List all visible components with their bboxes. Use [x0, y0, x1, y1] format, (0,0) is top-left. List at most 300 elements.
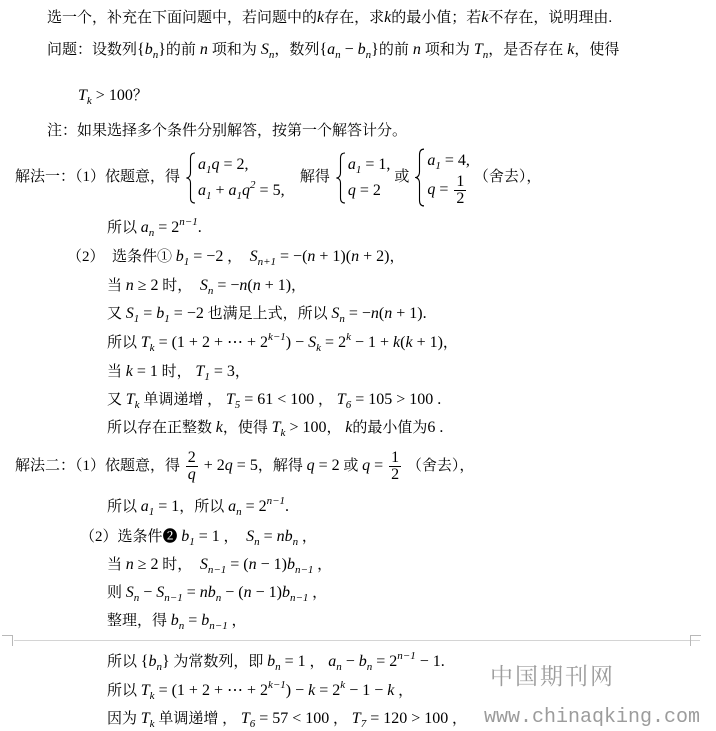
left-brace: [415, 148, 425, 207]
text-run: ，: [291, 278, 307, 294]
text-run: 当: [107, 364, 126, 380]
math-run: a: [328, 653, 337, 670]
math-run: = 2: [315, 682, 341, 699]
math-run: + 1): [260, 277, 292, 294]
subscript: 5: [234, 399, 241, 411]
math-run: − (: [221, 584, 244, 601]
subscript: 7: [360, 718, 367, 730]
text-run: ，: [313, 557, 333, 573]
subscript: n: [152, 49, 159, 61]
text-run: 的前: [378, 42, 409, 58]
system-row: [198, 178, 285, 204]
system-rows: [198, 152, 285, 204]
fraction-numerator: [454, 174, 466, 190]
math-run: ) −: [285, 682, 309, 699]
math-run: S: [256, 41, 269, 58]
math-run: = 105 > 100 .: [351, 391, 442, 408]
subscript: n: [339, 313, 345, 325]
math-run: S: [249, 248, 258, 265]
system-row: [198, 152, 285, 178]
fraction: [186, 450, 198, 483]
math-run: − 1): [251, 584, 282, 601]
text-run: 的最小值为: [352, 420, 428, 436]
math-run: S: [125, 305, 134, 322]
subscript: 1: [148, 506, 155, 518]
subscript: 6: [249, 718, 256, 730]
math-run: b: [267, 653, 276, 670]
math-run: = 5,: [255, 181, 285, 199]
subscript: n+1: [257, 256, 277, 268]
fraction-denominator: [389, 466, 401, 483]
math-run: nb: [199, 584, 216, 601]
superscript: n−1: [179, 216, 198, 228]
subscript: 1: [206, 163, 212, 176]
math-run: S: [125, 584, 134, 601]
math-run: =: [184, 612, 202, 629]
math-run: 2: [456, 190, 465, 208]
subscript: k: [149, 718, 155, 730]
math-run: n: [252, 277, 261, 294]
math-run: a: [198, 181, 207, 199]
subscript: n: [366, 661, 373, 673]
text-run: 解法二：（1）依题意，得: [15, 458, 184, 474]
math-run: a: [347, 155, 356, 173]
math-run: {: [137, 41, 145, 58]
text-run: 时，: [158, 557, 200, 573]
method2-step-line: [107, 679, 413, 703]
math-run: T: [140, 710, 150, 727]
subscript: n−1: [207, 564, 227, 576]
math-run: n: [370, 305, 379, 322]
fraction: [389, 450, 401, 483]
text-run: ，: [305, 654, 329, 670]
math-run: = (1 + 2 + ⋯ + 2: [154, 334, 268, 351]
math-run: 1: [391, 449, 400, 467]
text-run: （2） 选条件①: [67, 249, 176, 265]
math-run: 1: [456, 173, 465, 191]
text-run: （舍去），: [403, 458, 475, 474]
subscript: n: [482, 49, 489, 61]
text-run: 注：如果选择多个条件分别解答，按第一个解答计分。: [47, 123, 408, 139]
math-run: a: [427, 152, 436, 170]
problem-line: [47, 38, 619, 62]
math-run: T: [195, 363, 205, 380]
text-run: （2）选条件❷: [80, 529, 182, 545]
superscript: k−1: [267, 331, 286, 343]
math-run: q: [187, 466, 196, 484]
method1-step-line: [107, 360, 250, 384]
math-run: }: [158, 41, 166, 58]
text-run: ，: [234, 364, 250, 380]
text-run: ，: [394, 683, 414, 699]
math-run: + 1).: [392, 305, 427, 322]
subscript: k: [134, 399, 140, 411]
method1-part1-line: [15, 146, 541, 208]
math-run: S: [156, 584, 165, 601]
math-run: a: [327, 41, 336, 58]
subscript: n−1: [289, 592, 309, 604]
superscript: k: [346, 331, 351, 343]
math-run: (: [247, 277, 253, 294]
subscript: n−1: [164, 592, 183, 604]
subscript: 1: [164, 313, 170, 325]
math-run: b: [156, 305, 165, 322]
math-run: n: [243, 584, 252, 601]
text-run: ，: [298, 529, 317, 545]
text-run: ，: [326, 420, 346, 436]
math-run: k: [125, 363, 133, 380]
text-run: 或: [339, 458, 363, 474]
page-corner-mark: [690, 635, 701, 646]
math-run: b: [358, 653, 367, 670]
system-rows: [348, 152, 391, 204]
math-run: T: [140, 682, 150, 699]
subscript: k: [149, 342, 155, 354]
subscript: 1: [204, 371, 210, 383]
watermark-url: www.chinaqking.com: [484, 706, 701, 729]
text-run: ，: [329, 711, 352, 727]
text-run: ，数列: [274, 42, 320, 58]
subscript: n: [292, 536, 299, 548]
method2-step-line: [107, 609, 247, 633]
math-run: = 2: [372, 653, 398, 670]
text-run: ，使得: [574, 42, 620, 58]
method1-step-line: [107, 331, 458, 355]
math-run: = 61 < 100: [240, 391, 315, 408]
superscript: n−1: [266, 495, 286, 507]
subscript: k: [86, 95, 92, 107]
text-run: 选一个，补充在下面问题中，若问题中的: [47, 10, 318, 26]
math-run: =: [370, 457, 388, 474]
math-run: = (: [226, 556, 249, 573]
math-run: ) −: [285, 334, 309, 351]
math-run: T: [125, 391, 135, 408]
text-run: ，: [314, 392, 337, 408]
math-run: k: [481, 9, 489, 26]
text-run: 所以: [107, 220, 141, 236]
math-run: = −2: [169, 305, 204, 322]
subscript: 1: [435, 160, 441, 173]
superscript: n−1: [397, 650, 416, 662]
math-run: −: [340, 41, 358, 58]
math-run: = 2: [355, 181, 381, 199]
math-run: a: [198, 155, 207, 173]
math-run: = 1: [194, 528, 220, 545]
method2-step-line: [107, 581, 327, 605]
text-run: 问题：设数列: [47, 42, 138, 58]
math-run: = −2: [189, 248, 224, 265]
math-run: k: [393, 334, 401, 351]
fraction-numerator: [186, 450, 198, 466]
math-run: = 1,: [361, 155, 391, 173]
math-run: n: [125, 556, 134, 573]
math-run: + 1)(: [315, 248, 352, 265]
math-run: q: [362, 457, 371, 474]
subscript: n−1: [294, 564, 314, 576]
math-run: n: [384, 305, 393, 322]
text-run: 时，: [157, 364, 196, 380]
math-run: = 4,: [440, 152, 470, 170]
math-run: q: [211, 155, 220, 173]
method2-step-line: [107, 708, 467, 730]
math-run: k: [345, 419, 353, 436]
math-run: q: [427, 181, 436, 198]
subscript: n: [335, 49, 341, 61]
system-rows: [427, 148, 470, 207]
subscript: n: [268, 49, 275, 61]
math-run: a: [228, 498, 237, 515]
text-run: 时，: [158, 278, 200, 294]
text-run: 存在，求: [324, 10, 385, 26]
math-run: k: [563, 41, 575, 58]
math-run: n: [351, 248, 360, 265]
math-run: =: [139, 305, 157, 322]
math-run: }: [371, 41, 379, 58]
math-run: =: [435, 181, 453, 198]
math-run: b: [181, 528, 190, 545]
text-run: 当: [107, 557, 126, 573]
math-run: − 1 +: [350, 334, 394, 351]
math-run: S: [246, 528, 255, 545]
text-run: 所以存在正整数: [107, 420, 216, 436]
subscript: 1: [355, 163, 362, 176]
math-run: k: [405, 334, 413, 351]
subscript: k: [316, 342, 322, 354]
page-break-divider: [14, 640, 700, 641]
text-run: ，: [448, 711, 468, 727]
subscript: n: [133, 592, 140, 604]
math-run: n: [408, 41, 425, 58]
superscript: k−1: [267, 679, 286, 691]
text-run: ，: [219, 529, 247, 545]
problem-question-line: [78, 84, 148, 108]
math-run: q: [347, 181, 356, 199]
subscript: n: [336, 661, 342, 673]
text-run: 所以: [107, 683, 141, 699]
math-run: = 2: [241, 498, 267, 515]
note-line: [47, 119, 407, 143]
math-run: −: [341, 653, 359, 670]
math-run: = 2: [321, 334, 347, 351]
subscript: n: [178, 620, 185, 632]
system-row: [427, 174, 470, 207]
math-run: b: [170, 612, 179, 629]
text-run: ，: [223, 249, 250, 265]
text-run: 所以: [107, 335, 141, 351]
math-run: b: [175, 248, 184, 265]
math-run: {: [319, 41, 328, 58]
text-run: ，所以: [179, 499, 229, 515]
fraction-denominator: [454, 190, 466, 207]
text-run: 的前: [165, 42, 196, 58]
method2-part2-line: [80, 525, 317, 549]
math-run: S: [199, 277, 208, 294]
text-run: 项和为: [424, 42, 470, 58]
fraction: [454, 174, 466, 207]
equation-system: [336, 152, 391, 204]
math-run: T: [140, 334, 150, 351]
math-run: = 1: [132, 363, 158, 380]
math-run: = −: [213, 277, 240, 294]
text-run: 项和为: [211, 42, 257, 58]
math-run: (: [378, 305, 385, 322]
math-run: nb: [276, 528, 293, 545]
math-run: = 1: [280, 653, 306, 670]
fraction-denominator: [186, 466, 198, 483]
math-run: .: [197, 219, 202, 236]
math-run: = 120 > 100: [366, 710, 449, 727]
math-run: q: [306, 457, 315, 474]
subscript: 1: [183, 256, 190, 268]
text-run: ，解得: [257, 458, 307, 474]
math-run: +: [211, 181, 229, 199]
text-run: 单调递增 ，: [154, 711, 241, 727]
math-run: T: [351, 710, 361, 727]
superscript: 2: [250, 178, 256, 191]
math-run: b: [144, 41, 153, 58]
math-run: = −: [344, 305, 371, 322]
math-run: n: [125, 277, 134, 294]
text-run: 所以: [107, 499, 141, 515]
method1-step-line: [107, 274, 306, 298]
subscript: k: [280, 427, 286, 439]
math-run: > 100: [91, 87, 133, 104]
text-run: 所以: [107, 654, 141, 670]
math-run: T: [240, 710, 250, 727]
math-run: a: [140, 498, 149, 515]
method1-step-line: [107, 302, 427, 326]
instruction-line: [47, 6, 612, 30]
left-brace: [336, 152, 346, 204]
math-run: = 2,: [219, 155, 249, 173]
text-run: 也满足上式，所以: [203, 306, 332, 322]
math-run: − 1): [256, 556, 287, 573]
text-run: 当: [107, 278, 126, 294]
left-brace: [186, 152, 196, 204]
text-run: 整理，得: [107, 613, 171, 629]
math-run: = 2: [154, 219, 180, 236]
math-run: T: [78, 87, 87, 104]
subscript: k: [149, 690, 155, 702]
text-run: 因为: [107, 711, 141, 727]
subscript: n: [275, 661, 281, 673]
subscript: n: [254, 536, 260, 548]
math-run: > 100: [285, 419, 327, 436]
text-run: （舍去），: [473, 169, 542, 185]
subscript: 6: [345, 399, 352, 411]
math-run: (: [400, 334, 406, 351]
method2-step-line: [107, 650, 445, 674]
method1-conclusion-line: [107, 416, 443, 440]
math-run: =: [182, 584, 200, 601]
math-run: q: [224, 457, 233, 474]
subscript: 1: [236, 189, 243, 202]
math-run: T: [469, 41, 483, 58]
math-run: = 2: [314, 457, 340, 474]
subscript: n: [156, 661, 162, 673]
math-run: S: [199, 556, 208, 573]
subscript: n: [365, 49, 372, 61]
text-run: ，: [227, 613, 247, 629]
math-run: = (1 + 2 + ⋯ + 2: [154, 682, 268, 699]
text-run: ，: [442, 335, 458, 351]
math-run: a: [228, 181, 237, 199]
math-run: a: [140, 219, 149, 236]
math-run: k: [308, 682, 316, 699]
math-run: n: [248, 556, 257, 573]
text-run: 解得: [288, 169, 330, 185]
text-run: 又: [107, 306, 126, 322]
math-run: = 1: [154, 498, 180, 515]
text-run: 不存在，说明理由.: [488, 10, 613, 26]
math-run: − 1.: [415, 653, 445, 670]
math-run: k: [387, 682, 395, 699]
math-run: + 2): [359, 248, 390, 265]
math-run: − 1 −: [345, 682, 388, 699]
watermark-site-name: 中国期刊网: [490, 664, 615, 689]
method1-step-line: [107, 388, 441, 412]
math-run: + 1): [412, 334, 443, 351]
method2-part1-line: [15, 446, 474, 486]
math-run: {: [140, 653, 149, 670]
math-run: b: [281, 584, 290, 601]
math-run: = −(: [276, 248, 308, 265]
system-row: [348, 178, 391, 204]
math-run: S: [331, 305, 340, 322]
math-run: q: [242, 181, 251, 199]
math-run: + 2: [199, 457, 225, 474]
math-run: = 5: [232, 457, 258, 474]
math-run: k: [384, 9, 392, 26]
math-run: = 57 < 100: [255, 710, 330, 727]
method2-step-line: [107, 553, 332, 577]
subscript: 1: [206, 189, 212, 202]
subscript: n: [148, 227, 155, 239]
text-run: 的最小值；若: [391, 10, 482, 26]
math-run: }: [161, 653, 170, 670]
math-run: .: [285, 498, 290, 515]
text-run: 为常数列，即: [169, 654, 268, 670]
math-run: =: [259, 528, 277, 545]
system-row: [427, 148, 470, 174]
math-run: n: [307, 248, 316, 265]
text-run: 单调递增 ，: [139, 392, 226, 408]
math-run: T: [336, 391, 346, 408]
subscript: n: [215, 592, 222, 604]
math-run: b: [357, 41, 366, 58]
system-row: [348, 152, 391, 178]
text-run: ，: [308, 585, 328, 601]
math-run: b: [201, 612, 210, 629]
equation-system: [186, 152, 285, 204]
subscript: n: [207, 285, 214, 297]
text-run: 解法一：（1）依题意，得: [15, 169, 181, 185]
superscript: k: [340, 679, 346, 691]
equation-system: [415, 148, 470, 207]
math-run: 2: [391, 466, 400, 484]
math-run: T: [271, 419, 281, 436]
text-run: 则: [107, 585, 126, 601]
text-run: ？: [132, 88, 148, 104]
math-run: T: [225, 391, 235, 408]
text-run: 又: [107, 392, 126, 408]
subscript: 1: [133, 313, 140, 325]
subscript: n−1: [209, 620, 228, 632]
math-run: b: [286, 556, 295, 573]
text-run: 或: [394, 169, 410, 185]
math-run: 2: [187, 449, 196, 467]
fraction-numerator: [389, 450, 401, 466]
